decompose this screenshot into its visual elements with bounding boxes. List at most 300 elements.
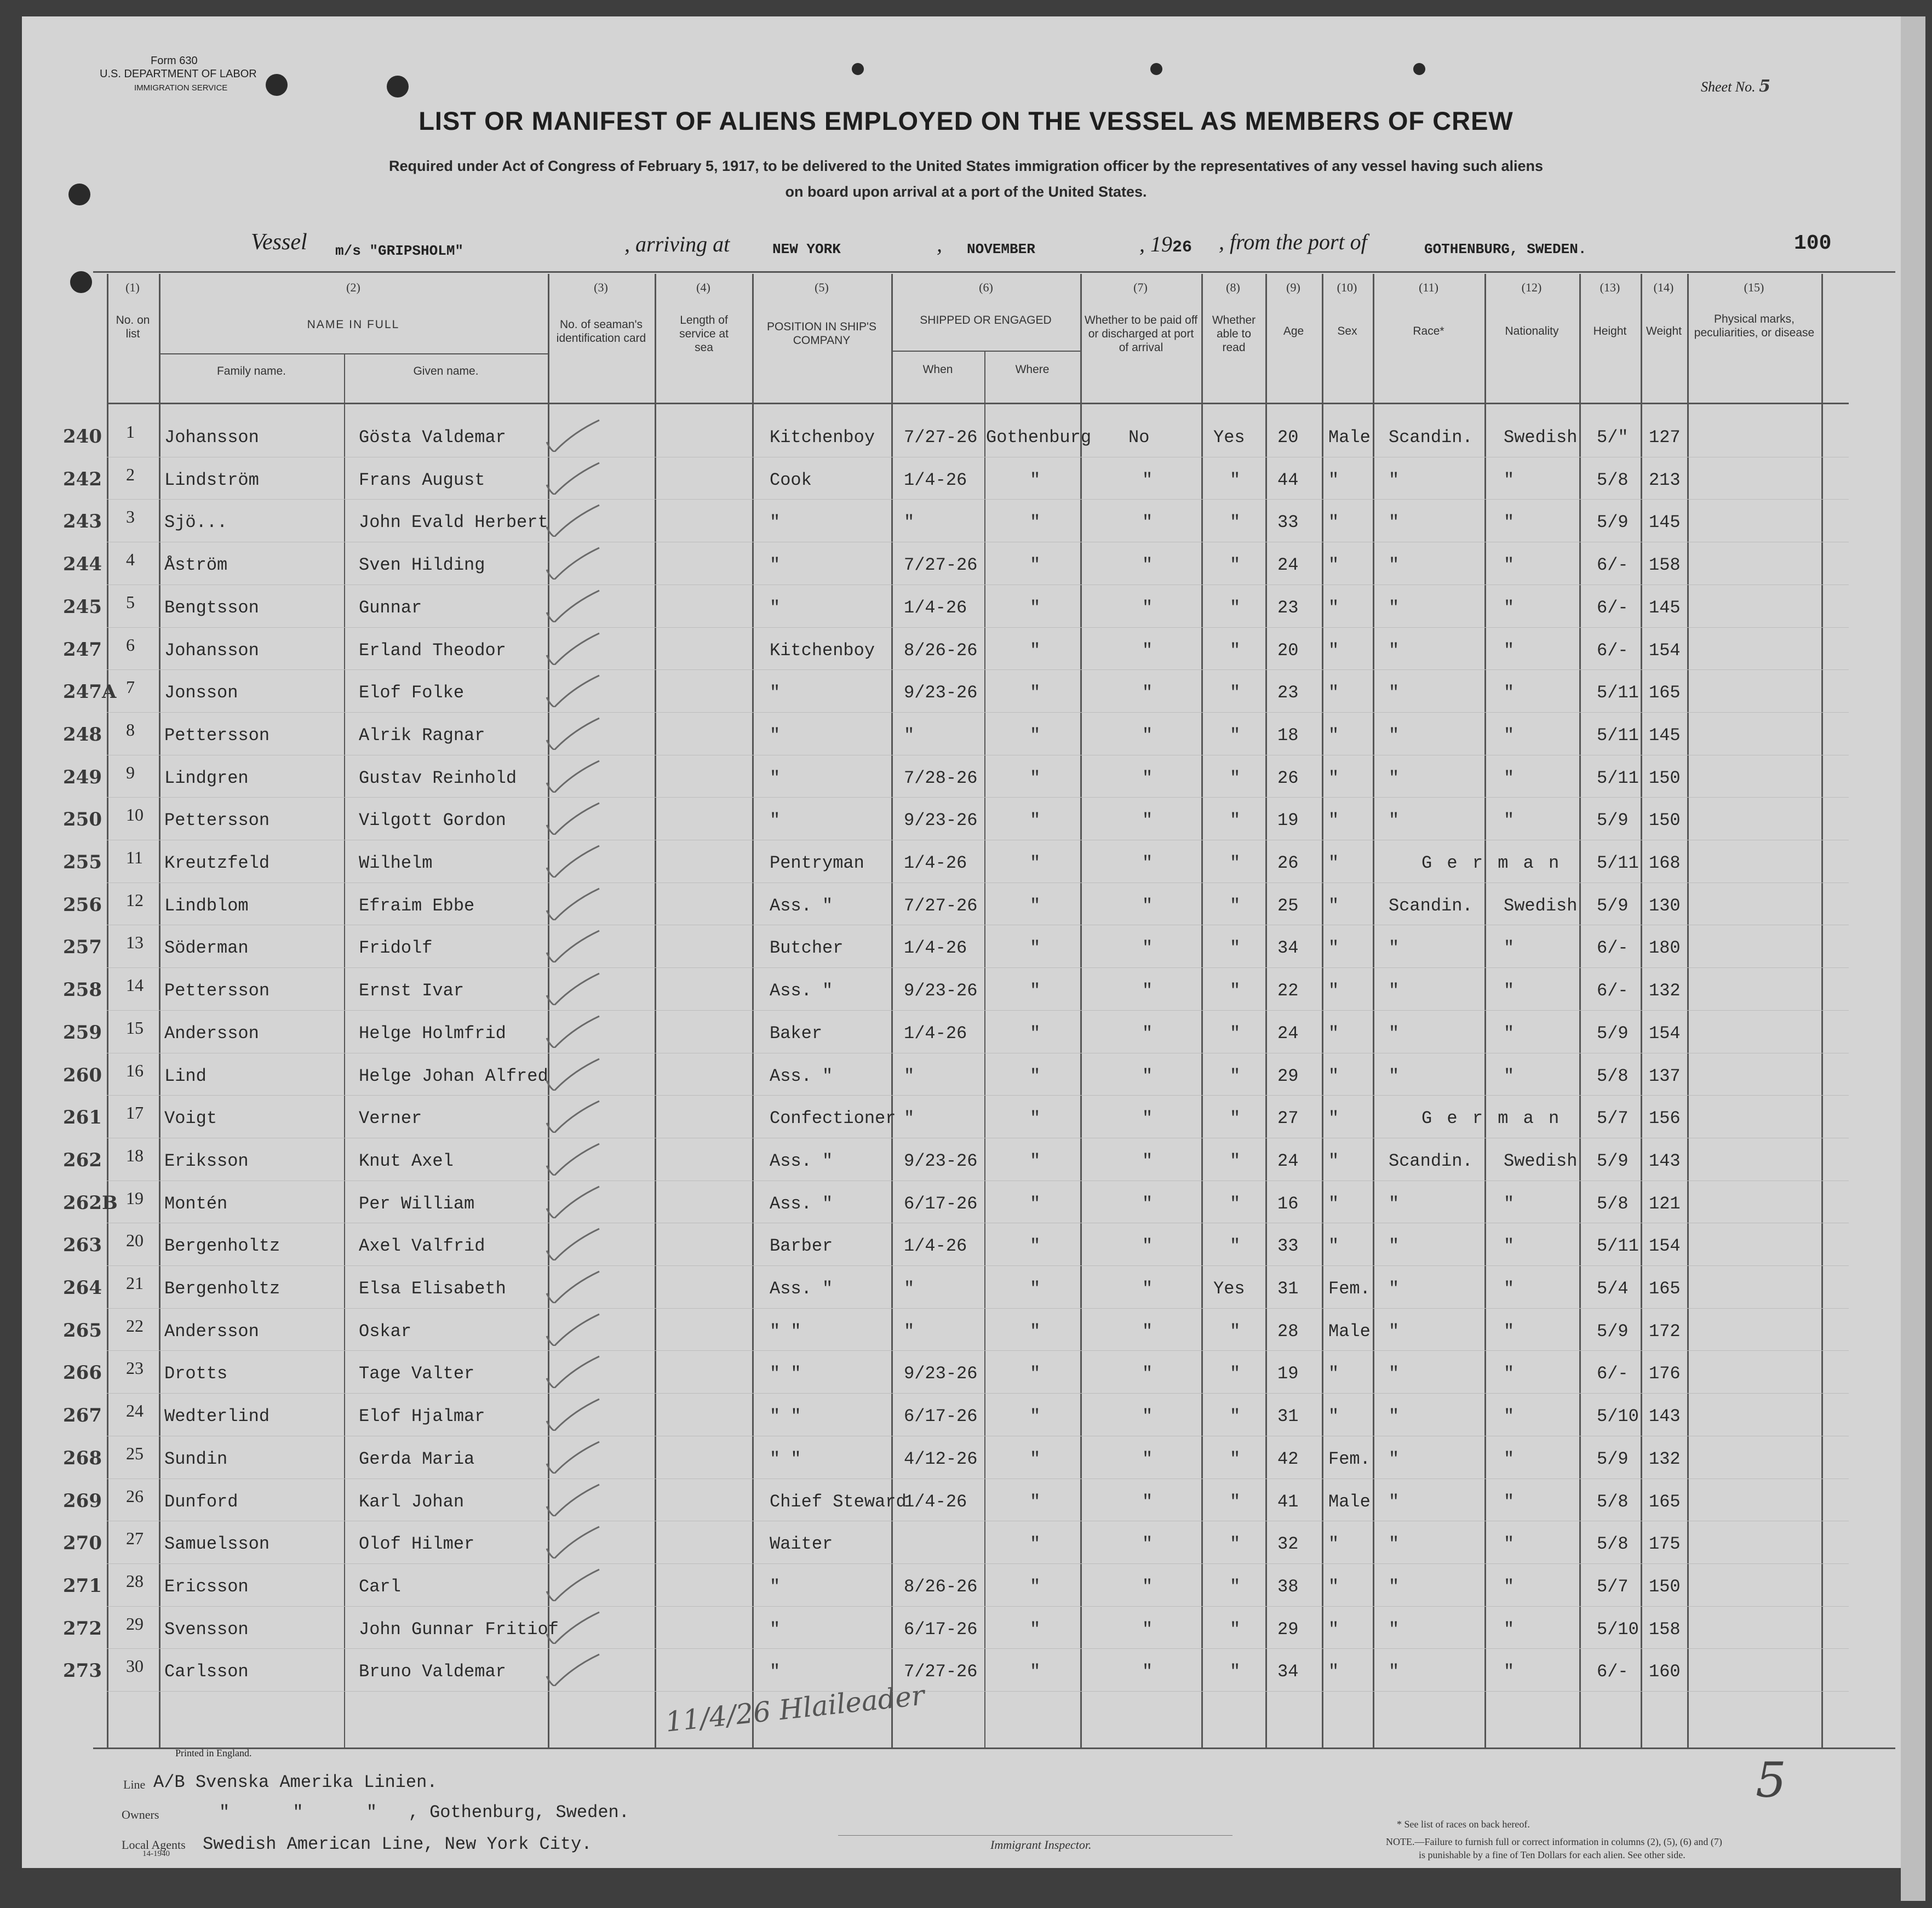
list-number: 22 xyxy=(126,1315,144,1336)
weight: 121 xyxy=(1649,1193,1681,1214)
shipped-where: " xyxy=(1030,1491,1041,1512)
position: " xyxy=(770,1661,781,1682)
family-name: Pettersson xyxy=(164,981,270,1001)
race: " xyxy=(1389,512,1400,533)
header-name-in-full: NAME IN FULL xyxy=(307,318,400,331)
note-line1: NOTE.—Failure to furnish full or correct information in columns (2), (5), (6) and (7) xyxy=(1386,1836,1722,1847)
check-mark-icon xyxy=(542,674,603,707)
position: Ass. " xyxy=(770,1193,833,1214)
position: " " xyxy=(770,1448,801,1469)
check-mark-icon xyxy=(542,1100,603,1133)
position: Baker xyxy=(770,1023,823,1044)
able-to-read: " xyxy=(1230,1491,1241,1512)
nationality: " xyxy=(1504,810,1515,831)
race: " xyxy=(1389,981,1400,1001)
colnum-14: (14) xyxy=(1653,280,1674,294)
given-name: Elof Folke xyxy=(359,683,465,703)
age: 23 xyxy=(1277,597,1299,618)
margin-number: 242 xyxy=(63,468,102,490)
given-name: Gunnar xyxy=(359,597,422,618)
vessel-name: m/s "GRIPSHOLM" xyxy=(335,243,464,259)
position: " xyxy=(770,512,781,533)
shipped-where: " xyxy=(1030,555,1041,576)
age: 38 xyxy=(1277,1576,1299,1597)
weight: 143 xyxy=(1649,1406,1681,1427)
weight: 172 xyxy=(1649,1321,1681,1342)
paid-off: " xyxy=(1142,1236,1153,1257)
shipped-when: " xyxy=(904,1279,915,1299)
given-name: Gerda Maria xyxy=(359,1448,475,1469)
given-name: Frans August xyxy=(359,469,485,490)
nationality: " xyxy=(1504,1321,1515,1342)
row-rule xyxy=(107,967,1849,968)
given-name: Gustav Reinhold xyxy=(359,767,517,788)
able-to-read: " xyxy=(1230,1108,1241,1129)
nationality: Swedish xyxy=(1504,427,1578,448)
nationality: " xyxy=(1504,1448,1515,1469)
family-name: Söderman xyxy=(164,938,249,959)
row-rule xyxy=(107,797,1849,798)
check-mark-icon xyxy=(542,1185,603,1218)
position: Kitchenboy xyxy=(770,640,875,661)
age: 34 xyxy=(1277,1661,1299,1682)
list-number: 15 xyxy=(126,1017,144,1038)
header-position: POSITION IN SHIP'S COMPANY xyxy=(766,320,877,347)
margin-number: 273 xyxy=(63,1660,102,1682)
paid-off: " xyxy=(1142,938,1153,959)
margin-number: 265 xyxy=(63,1319,102,1342)
list-number: 29 xyxy=(126,1613,144,1634)
position: Butcher xyxy=(770,938,844,959)
list-number: 13 xyxy=(126,932,144,953)
sex: " xyxy=(1328,469,1339,490)
position: " xyxy=(770,767,781,788)
paid-off: " xyxy=(1142,810,1153,831)
list-number: 19 xyxy=(126,1188,144,1208)
nationality: " xyxy=(1504,938,1515,959)
given-name: Tage Valter xyxy=(359,1363,475,1384)
colnum-7: (7) xyxy=(1133,280,1148,294)
sex: Male xyxy=(1328,427,1371,448)
margin-number: 259 xyxy=(63,1021,102,1044)
row-rule xyxy=(107,1606,1849,1607)
age: 22 xyxy=(1277,981,1299,1001)
margin-number: 260 xyxy=(63,1064,102,1086)
sex: " xyxy=(1328,1236,1339,1257)
punch-hole xyxy=(70,271,92,293)
race-note: * See list of races on back hereof. xyxy=(1397,1819,1530,1830)
age: 29 xyxy=(1277,1619,1299,1640)
list-number: 25 xyxy=(126,1443,144,1463)
family-name: Montén xyxy=(164,1193,228,1214)
weight: 143 xyxy=(1649,1150,1681,1171)
given-name: Ernst Ivar xyxy=(359,981,465,1001)
shipped-where: " xyxy=(1030,1576,1041,1597)
age: 33 xyxy=(1277,512,1299,533)
able-to-read: " xyxy=(1230,1406,1241,1427)
sex: " xyxy=(1328,725,1339,746)
nationality: " xyxy=(1504,1576,1515,1597)
list-number: 4 xyxy=(126,549,135,570)
paid-off: " xyxy=(1142,1193,1153,1214)
handwritten-number: 5 xyxy=(1756,1752,1786,1808)
check-mark-icon xyxy=(542,717,603,750)
race: " xyxy=(1389,1491,1400,1512)
list-number: 21 xyxy=(126,1273,144,1293)
family-name: Dunford xyxy=(164,1491,238,1512)
weight: 154 xyxy=(1649,1023,1681,1044)
list-number: 8 xyxy=(126,719,135,740)
sex: " xyxy=(1328,1023,1339,1044)
department-name: U.S. DEPARTMENT OF LABOR xyxy=(100,68,257,80)
list-number: 10 xyxy=(126,805,144,825)
paid-off: " xyxy=(1142,895,1153,916)
arriving-label: , arriving at xyxy=(624,232,730,256)
race: Scandin. xyxy=(1389,427,1473,448)
shipped-when: 7/28-26 xyxy=(904,767,978,788)
inspector-label: Immigrant Inspector. xyxy=(990,1838,1092,1852)
age: 34 xyxy=(1277,938,1299,959)
age: 24 xyxy=(1277,555,1299,576)
able-to-read: " xyxy=(1230,1619,1241,1640)
nationality: " xyxy=(1504,1406,1515,1427)
able-to-read: " xyxy=(1230,683,1241,703)
weight: 165 xyxy=(1649,683,1681,703)
paid-off: " xyxy=(1142,683,1153,703)
age: 24 xyxy=(1277,1150,1299,1171)
header-length-service: Length of service at sea xyxy=(679,314,729,354)
able-to-read: " xyxy=(1230,853,1241,873)
header-physical: Physical marks, peculiarities, or disease xyxy=(1694,313,1815,339)
height: 5/9 xyxy=(1597,1448,1629,1469)
weight: 168 xyxy=(1649,853,1681,873)
paid-off: " xyxy=(1142,555,1153,576)
height: 5/9 xyxy=(1597,512,1629,533)
check-mark-icon xyxy=(542,1015,603,1048)
paid-off: " xyxy=(1142,1150,1153,1171)
sex: " xyxy=(1328,555,1339,576)
age: 28 xyxy=(1277,1321,1299,1342)
able-to-read: " xyxy=(1230,640,1241,661)
family-name: Pettersson xyxy=(164,810,270,831)
sex: " xyxy=(1328,1619,1339,1640)
family-name: Sjö... xyxy=(164,512,228,533)
height: 5/9 xyxy=(1597,895,1629,916)
shipped-when: 1/4-26 xyxy=(904,469,967,490)
margin-number: 264 xyxy=(63,1277,102,1299)
check-mark-icon xyxy=(542,589,603,622)
shipped-when: 4/12-26 xyxy=(904,1448,978,1469)
agents-value: Swedish American Line, New York City. xyxy=(203,1834,592,1854)
margin-number: 267 xyxy=(63,1405,102,1427)
paid-off: " xyxy=(1142,1661,1153,1682)
colnum-6: (6) xyxy=(979,280,993,294)
paid-off: " xyxy=(1142,1534,1153,1555)
able-to-read: " xyxy=(1230,981,1241,1001)
check-mark-icon xyxy=(542,802,603,835)
race: " xyxy=(1389,1406,1400,1427)
nationality: " xyxy=(1504,1491,1515,1512)
family-name: Svensson xyxy=(164,1619,249,1640)
colnum-2: (2) xyxy=(346,280,360,294)
able-to-read: " xyxy=(1230,1065,1241,1086)
height: 6/- xyxy=(1597,1363,1629,1384)
shipped-where: " xyxy=(1030,683,1041,703)
given-name: Carl xyxy=(359,1576,401,1597)
shipped-where: " xyxy=(1030,895,1041,916)
height: 5/9 xyxy=(1597,1023,1629,1044)
list-number: 2 xyxy=(126,464,135,484)
race: " xyxy=(1389,1065,1400,1086)
colnum-4: (4) xyxy=(696,280,710,294)
list-number: 1 xyxy=(126,422,135,442)
list-number: 3 xyxy=(126,507,135,527)
weight: 145 xyxy=(1649,597,1681,618)
colnum-8: (8) xyxy=(1226,280,1240,294)
header-nationality: Nationality xyxy=(1505,325,1559,337)
shipped-where: " xyxy=(1030,1150,1041,1171)
shipped-when: 9/23-26 xyxy=(904,981,978,1001)
margin-number: 270 xyxy=(63,1532,102,1555)
able-to-read: " xyxy=(1230,1448,1241,1469)
inspector-signature: 11/4/26 Hlaileader xyxy=(663,1679,926,1738)
nationality: " xyxy=(1504,597,1515,618)
able-to-read: " xyxy=(1230,1661,1241,1682)
race: " xyxy=(1389,597,1400,618)
position: Cook xyxy=(770,469,812,490)
paid-off: " xyxy=(1142,1065,1153,1086)
shipped-where: " xyxy=(1030,1193,1041,1214)
shipped-where: " xyxy=(1030,1534,1041,1555)
family-name: Jonsson xyxy=(164,683,238,703)
list-number: 20 xyxy=(126,1230,144,1251)
margin-number: 266 xyxy=(63,1362,102,1384)
family-name: Lindström xyxy=(164,469,259,490)
check-mark-icon xyxy=(542,1611,603,1644)
nationality: Swedish xyxy=(1504,1150,1578,1171)
check-mark-icon xyxy=(542,1228,603,1260)
row-rule xyxy=(107,1095,1849,1096)
family-name: Lindblom xyxy=(164,895,249,916)
shipped-where: " xyxy=(1030,469,1041,490)
list-number: 6 xyxy=(126,634,135,655)
position: Barber xyxy=(770,1236,833,1257)
family-name: Sundin xyxy=(164,1448,228,1469)
header-when: When xyxy=(922,363,953,376)
family-name: Bergenholtz xyxy=(164,1279,280,1299)
position: Ass. " xyxy=(770,1065,833,1086)
shipped-where: " xyxy=(1030,597,1041,618)
weight: 175 xyxy=(1649,1534,1681,1555)
paid-off: " xyxy=(1142,1448,1153,1469)
header-family-name: Family name. xyxy=(216,365,286,377)
race: " xyxy=(1389,1448,1400,1469)
height: 6/- xyxy=(1597,981,1629,1001)
paid-off: " xyxy=(1142,1619,1153,1640)
family-name: Kreutzfeld xyxy=(164,853,270,873)
sex: " xyxy=(1328,895,1339,916)
race: " xyxy=(1389,767,1400,788)
shipped-where: " xyxy=(1030,1619,1041,1640)
weight: 158 xyxy=(1649,1619,1681,1640)
family-name: Bergenholtz xyxy=(164,1236,280,1257)
able-to-read: " xyxy=(1230,469,1241,490)
paid-off: " xyxy=(1142,853,1153,873)
from-port: GOTHENBURG, SWEDEN. xyxy=(1424,241,1587,257)
given-name: Oskar xyxy=(359,1321,412,1342)
arrival-port: NEW YORK xyxy=(772,241,841,257)
height: 6/- xyxy=(1597,640,1629,661)
nationality: " xyxy=(1504,640,1515,661)
position: Chief Steward xyxy=(770,1491,907,1512)
age: 19 xyxy=(1277,1363,1299,1384)
table-top-rule xyxy=(93,271,1895,273)
shipped-when: 7/27-26 xyxy=(904,555,978,576)
race: " xyxy=(1389,683,1400,703)
row-rule xyxy=(107,1563,1849,1564)
page-title: LIST OR MANIFEST OF ALIENS EMPLOYED ON THE VESSEL AS MEMBERS OF CREW xyxy=(418,106,1514,135)
age: 25 xyxy=(1277,895,1299,916)
sex: " xyxy=(1328,981,1339,1001)
list-number: 26 xyxy=(126,1486,144,1506)
shipped-where: " xyxy=(1030,640,1041,661)
check-mark-icon xyxy=(542,1058,603,1091)
sex: " xyxy=(1328,512,1339,533)
check-mark-icon xyxy=(542,1483,603,1516)
list-number: 30 xyxy=(126,1656,144,1676)
given-name: Elsa Elisabeth xyxy=(359,1279,506,1299)
height: 5/10 xyxy=(1597,1619,1639,1640)
age: 41 xyxy=(1277,1491,1299,1512)
check-mark-icon xyxy=(542,547,603,580)
given-name: Bruno Valdemar xyxy=(359,1661,506,1682)
height: 5/11 xyxy=(1597,853,1639,873)
nationality: " xyxy=(1504,1534,1515,1555)
shipped-where: " xyxy=(1030,1023,1041,1044)
race: " xyxy=(1389,1534,1400,1555)
arrival-year xyxy=(1139,231,1192,257)
page-subtitle-line2: on board upon arrival at a port of the United States. xyxy=(785,184,1147,200)
shipped-when: 7/27-26 xyxy=(904,895,978,916)
colnum-5: (5) xyxy=(815,280,829,294)
position: " xyxy=(770,597,781,618)
nationality: " xyxy=(1504,1661,1515,1682)
margin-number: 269 xyxy=(63,1489,102,1512)
weight: 127 xyxy=(1649,427,1681,448)
given-name: Fridolf xyxy=(359,938,433,959)
shipped-when: 6/17-26 xyxy=(904,1619,978,1640)
table-bottom-rule xyxy=(93,1747,1895,1749)
shipped-subheader-rule xyxy=(891,351,1080,352)
list-number: 18 xyxy=(126,1145,144,1165)
check-mark-icon xyxy=(542,1398,603,1431)
position: " " xyxy=(770,1406,801,1427)
weight: 160 xyxy=(1649,1661,1681,1682)
margin-number: 244 xyxy=(63,553,102,576)
position: Pentryman xyxy=(770,853,864,873)
family-name: Samuelsson xyxy=(164,1534,270,1555)
sex: " xyxy=(1328,1150,1339,1171)
colnum-3: (3) xyxy=(594,280,608,294)
race: " xyxy=(1389,555,1400,576)
shipped-when: " xyxy=(904,1065,915,1086)
list-number: 9 xyxy=(126,762,135,782)
arrival-month: NOVEMBER xyxy=(967,241,1035,257)
race: " xyxy=(1389,1279,1400,1299)
able-to-read: " xyxy=(1230,1363,1241,1384)
height: 5/11 xyxy=(1597,1236,1639,1257)
shipped-when: " xyxy=(904,725,915,746)
paid-off: " xyxy=(1142,981,1153,1001)
position: " xyxy=(770,810,781,831)
check-mark-icon xyxy=(542,972,603,1005)
header-able-read: Whether able to read xyxy=(1212,314,1256,354)
shipped-when: 7/27-26 xyxy=(904,427,978,448)
margin-number: 272 xyxy=(63,1617,102,1640)
owners-label: Owners xyxy=(122,1808,159,1821)
shipped-when: 1/4-26 xyxy=(904,1023,967,1044)
row-rule xyxy=(107,1350,1849,1351)
age: 24 xyxy=(1277,1023,1299,1044)
shipped-where: Gothenburg xyxy=(986,427,1092,448)
paid-off: " xyxy=(1142,1279,1153,1299)
shipped-where: " xyxy=(1030,1448,1041,1469)
margin-number: 258 xyxy=(63,979,102,1001)
header-shipped: SHIPPED OR ENGAGED xyxy=(920,314,1052,326)
page-subtitle-line1: Required under Act of Congress of February 5, 1917, to be delivered to the United States immigration officer by the representatives of any vessel having such aliens xyxy=(388,158,1544,174)
shipped-where: " xyxy=(1030,1108,1041,1129)
nationality: " xyxy=(1504,1279,1515,1299)
able-to-read: " xyxy=(1230,1576,1241,1597)
check-mark-icon xyxy=(542,845,603,878)
shipped-when: 8/26-26 xyxy=(904,640,978,661)
header-where: Where xyxy=(1015,363,1050,376)
paid-off: " xyxy=(1142,1108,1153,1129)
height: 5/8 xyxy=(1597,469,1629,490)
shipped-where: " xyxy=(1030,512,1041,533)
margin-number: 247A xyxy=(63,681,117,703)
shipped-where: " xyxy=(1030,981,1041,1001)
page-number: 100 xyxy=(1794,232,1832,255)
able-to-read: Yes xyxy=(1213,1279,1245,1299)
given-name: John Gunnar Fritiof xyxy=(359,1619,559,1640)
able-to-read: " xyxy=(1230,512,1241,533)
given-name: Karl Johan xyxy=(359,1491,465,1512)
weight: 150 xyxy=(1649,1576,1681,1597)
punch-hole xyxy=(266,74,288,96)
weight: 165 xyxy=(1649,1279,1681,1299)
sex: " xyxy=(1328,597,1339,618)
check-mark-icon xyxy=(542,887,603,920)
nationality: " xyxy=(1504,981,1515,1001)
shipped-when: 9/23-26 xyxy=(904,1150,978,1171)
position: Waiter xyxy=(770,1534,833,1555)
row-rule xyxy=(107,1010,1849,1011)
shipped-when: 7/27-26 xyxy=(904,1661,978,1682)
able-to-read: " xyxy=(1230,555,1241,576)
weight: 156 xyxy=(1649,1108,1681,1129)
height: 5/7 xyxy=(1597,1576,1629,1597)
colnum-12: (12) xyxy=(1521,280,1542,294)
weight: 165 xyxy=(1649,1491,1681,1512)
sex: " xyxy=(1328,1406,1339,1427)
shipped-when: 9/23-26 xyxy=(904,810,978,831)
age: 20 xyxy=(1277,427,1299,448)
shipped-when: 1/4-26 xyxy=(904,597,967,618)
able-to-read: " xyxy=(1230,1534,1241,1555)
position: " xyxy=(770,1619,781,1640)
list-number: 28 xyxy=(126,1571,144,1591)
